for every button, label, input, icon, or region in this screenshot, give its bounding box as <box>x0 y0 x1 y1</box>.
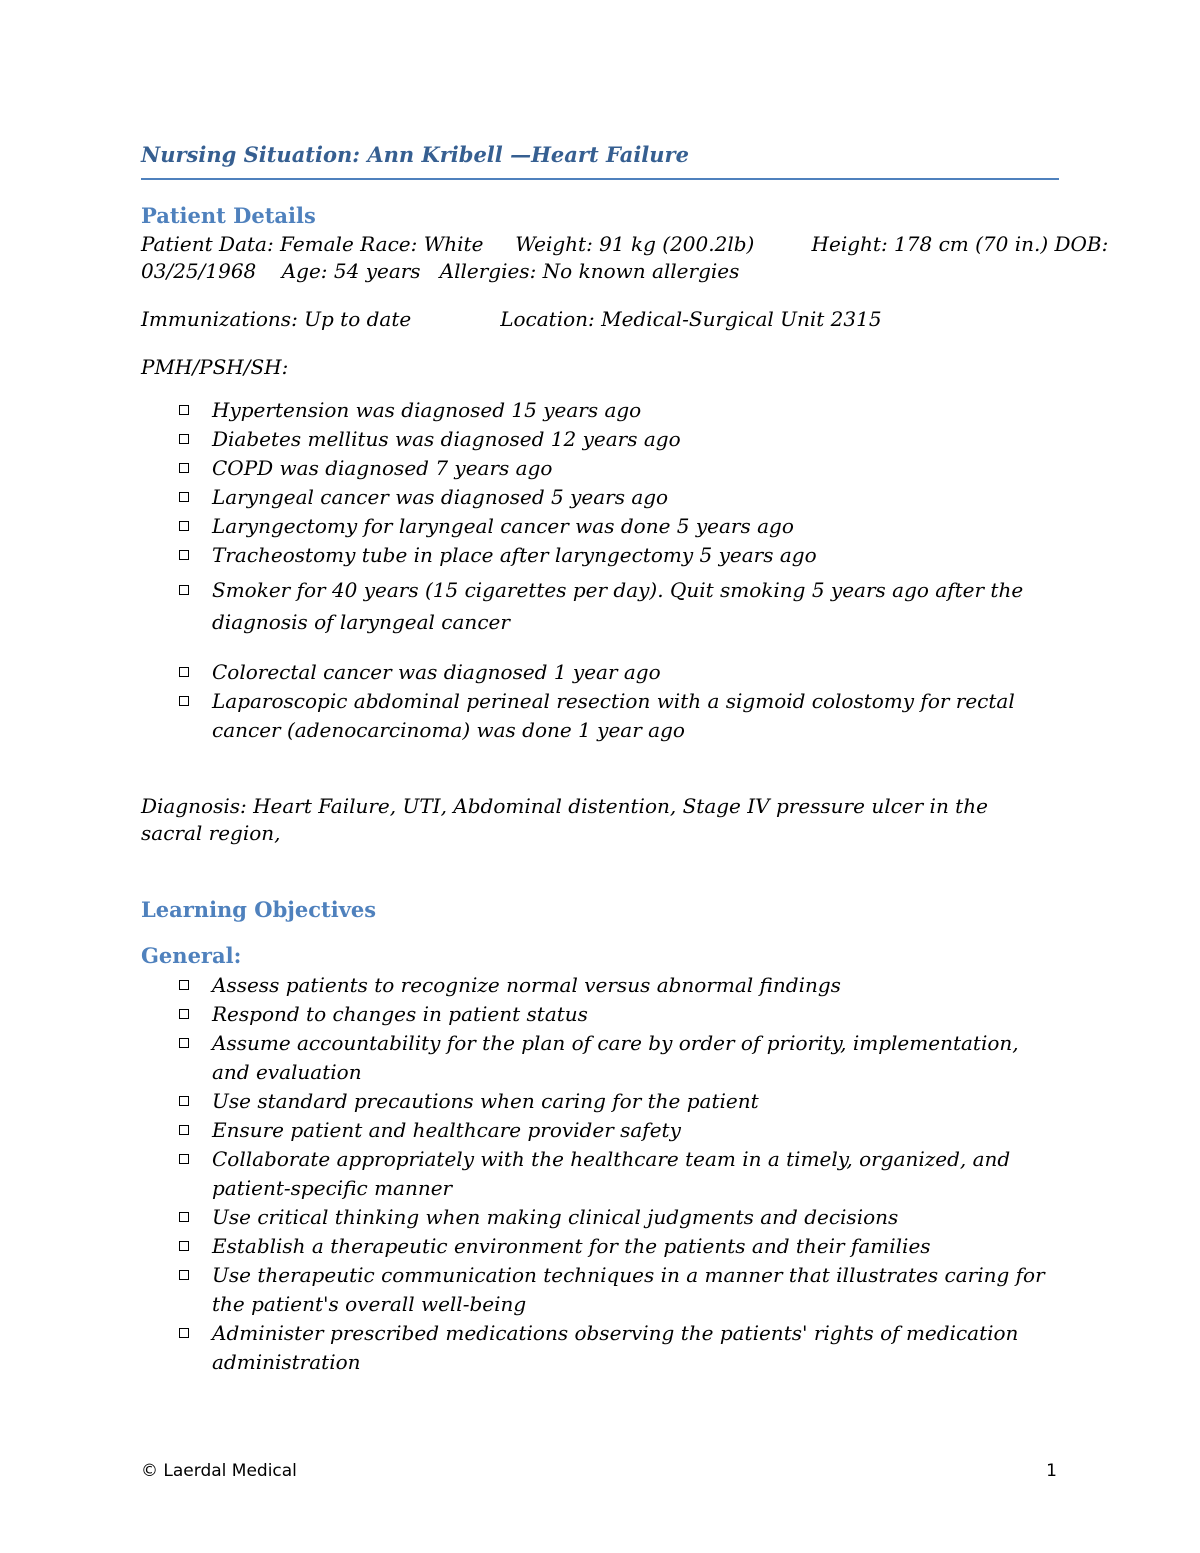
pmh-item: Smoker for 40 years (15 cigarettes per day). Quit smoking 5 years ago after the diagnosis of laryngeal cancer <box>141 574 1059 638</box>
immunizations-location-line: Immunizations: Up to date Location: Medical-Surgical Unit 2315 <box>141 307 882 331</box>
page-footer <box>141 1459 1059 1483</box>
objective-item: Ensure patient and healthcare provider safety <box>141 1116 1059 1145</box>
checkbox-icon <box>179 1009 189 1019</box>
diagnosis-text: Diagnosis: Heart Failure, UTI, Abdominal distention, Stage IV pressure ulcer in the sacral region, <box>141 794 988 845</box>
pmh-item: Tracheostomy tube in place after laryngectomy 5 years ago <box>141 541 1059 570</box>
objective-item: Use therapeutic communication techniques in a manner that illustrates caring for the patient's overall well-being <box>141 1261 1059 1319</box>
general-label: General: <box>141 943 242 968</box>
checkbox-icon <box>179 1125 189 1135</box>
objective-item: Use critical thinking when making clinical judgments and decisions <box>141 1203 1059 1232</box>
pmh-item: Laryngeal cancer was diagnosed 5 years ago <box>141 483 1059 512</box>
pmh-label: PMH/PSH/SH: <box>141 355 289 379</box>
checkbox-icon <box>179 1038 189 1048</box>
objective-item: Establish a therapeutic environment for the patients and their families <box>141 1232 1059 1261</box>
patient-details-heading: Patient Details <box>141 203 316 228</box>
objective-item: Collaborate appropriately with the healthcare team in a timely, organized, and patient-specific manner <box>141 1145 1059 1203</box>
checkbox-icon <box>179 434 189 444</box>
checkbox-icon <box>179 463 189 473</box>
pmh-item: Hypertension was diagnosed 15 years ago <box>141 396 1059 425</box>
objective-item: Assume accountability for the plan of care by order of priority, implementation, and evaluation <box>141 1029 1059 1087</box>
patient-data-line: Patient Data: Female Race: White Weight: 91 kg (200.2lb) Height: 178 cm (70 in.) DOB: <box>141 232 1109 256</box>
objective-item: Respond to changes in patient status <box>141 1000 1059 1029</box>
patient-dob-line: 03/25/1968 Age: 54 years Allergies: No known allergies <box>141 259 740 283</box>
pmh-item: Laryngectomy for laryngeal cancer was done 5 years ago <box>141 512 1059 541</box>
checkbox-icon <box>179 1096 189 1106</box>
checkbox-icon <box>179 1154 189 1164</box>
page-number: 1 <box>1046 1461 1057 1481</box>
footer-copyright: © Laerdal Medical <box>141 1461 297 1481</box>
checkbox-icon <box>179 405 189 415</box>
checkbox-icon <box>179 696 189 706</box>
checkbox-icon <box>179 1270 189 1280</box>
checkbox-icon <box>179 1212 189 1222</box>
checkbox-icon <box>179 585 189 595</box>
pmh-list <box>141 396 1059 745</box>
pmh-item: Colorectal cancer was diagnosed 1 year ago <box>141 658 1059 687</box>
objective-item: Assess patients to recognize normal versus abnormal findings <box>141 971 1059 1000</box>
checkbox-icon <box>179 1241 189 1251</box>
checkbox-icon <box>179 1328 189 1338</box>
checkbox-icon <box>179 521 189 531</box>
objective-item: Administer prescribed medications observing the patients' rights of medication administration <box>141 1319 1059 1377</box>
pmh-item: Diabetes mellitus was diagnosed 12 years ago <box>141 425 1059 454</box>
document-title: Nursing Situation: Ann Kribell —Heart Failure <box>141 140 1059 180</box>
general-objectives-list <box>141 971 1059 1377</box>
checkbox-icon <box>179 492 189 502</box>
learning-objectives-heading: Learning Objectives <box>141 897 377 922</box>
objective-item: Use standard precautions when caring for the patient <box>141 1087 1059 1116</box>
pmh-item: COPD was diagnosed 7 years ago <box>141 454 1059 483</box>
pmh-item: Laparoscopic abdominal perineal resection with a sigmoid colostomy for rectal cancer (adenocarcinoma) was done 1 year ago <box>141 687 1059 745</box>
checkbox-icon <box>179 980 189 990</box>
checkbox-icon <box>179 667 189 677</box>
checkbox-icon <box>179 550 189 560</box>
document-page <box>141 140 1109 1377</box>
